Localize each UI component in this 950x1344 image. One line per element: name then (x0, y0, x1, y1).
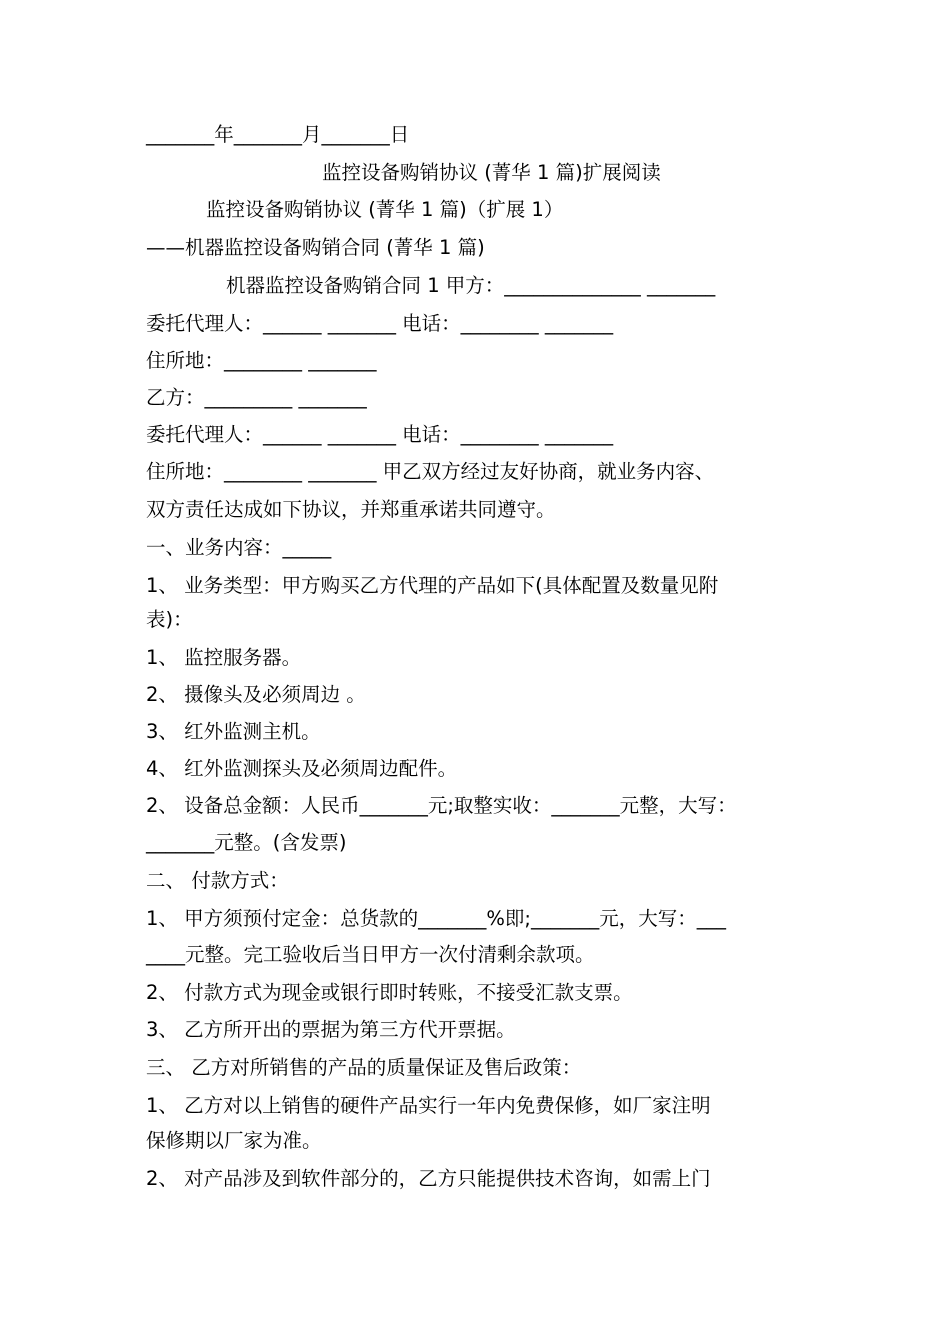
clause-3-2: 2、 对产品涉及到软件部分的，乙方只能提供技术咨询，如需上门 (146, 1167, 711, 1190)
clause-2-2: 2、 付款方式为现金或银行即时转账，不接受汇款支票。 (146, 981, 633, 1004)
section-3-heading: 三、 乙方对所销售的产品的质量保证及售后政策： (146, 1056, 582, 1079)
clause-1-2: 2、 设备总金额：人民币_______元;取整实收：_______元整，大写： (146, 794, 737, 817)
party-b-agent-line: 委托代理人：______ _______ 电话：________ _______ (146, 423, 614, 446)
clause-2-3: 3、 乙方所开出的票据为第三方代开票据。 (146, 1018, 516, 1041)
party-b-address-line: 住所地：________ _______ 甲乙双方经过友好协商，就业务内容、 (146, 460, 715, 483)
product-item-2: 2、 摄像头及必须周边 。 (146, 683, 366, 706)
contract-title: ——机器监控设备购销合同 (菁华 1 篇) (146, 236, 485, 259)
section-1-heading: 一、业务内容：_____ (146, 536, 332, 559)
clause-3-1-continued: 保修期以厂家为准。 (146, 1129, 322, 1152)
date-line: _______年_______月_______日 (146, 123, 410, 146)
party-a-address-line: 住所地：________ _______ (146, 349, 377, 372)
clause-1-1: 1、 业务类型：甲方购买乙方代理的产品如下(具体配置及数量见附 (146, 574, 719, 597)
product-item-1: 1、 监控服务器。 (146, 646, 302, 669)
party-a-line: 机器监控设备购销合同 1 甲方：______________ _______ (226, 274, 716, 297)
clause-1-1-continued: 表)： (146, 608, 193, 631)
extension-subheading: 监控设备购销协议 (菁华 1 篇)（扩展 1） (206, 198, 564, 221)
party-a-agent-line: 委托代理人：______ _______ 电话：________ _______ (146, 312, 614, 335)
clause-2-1-continued: ____元整。完工验收后当日甲方一次付清剩余款项。 (146, 943, 595, 966)
product-item-3: 3、 红外监测主机。 (146, 720, 321, 743)
clause-3-1: 1、 乙方对以上销售的硬件产品实行一年内免费保修，如厂家注明 (146, 1094, 711, 1117)
party-b-line: 乙方：_________ _______ (146, 386, 367, 409)
product-item-4: 4、 红外监测探头及必须周边配件。 (146, 757, 458, 780)
extended-reading-heading: 监控设备购销协议 (菁华 1 篇)扩展阅读 (322, 161, 661, 184)
clause-1-2-continued: _______元整。(含发票) (146, 831, 347, 854)
clause-2-1: 1、 甲方须预付定金：总货款的_______%即;_______元，大写：___ (146, 907, 726, 930)
agreement-intro-line: 双方责任达成如下协议，并郑重承诺共同遵守。 (146, 498, 556, 521)
section-2-heading: 二、 付款方式： (146, 869, 289, 892)
